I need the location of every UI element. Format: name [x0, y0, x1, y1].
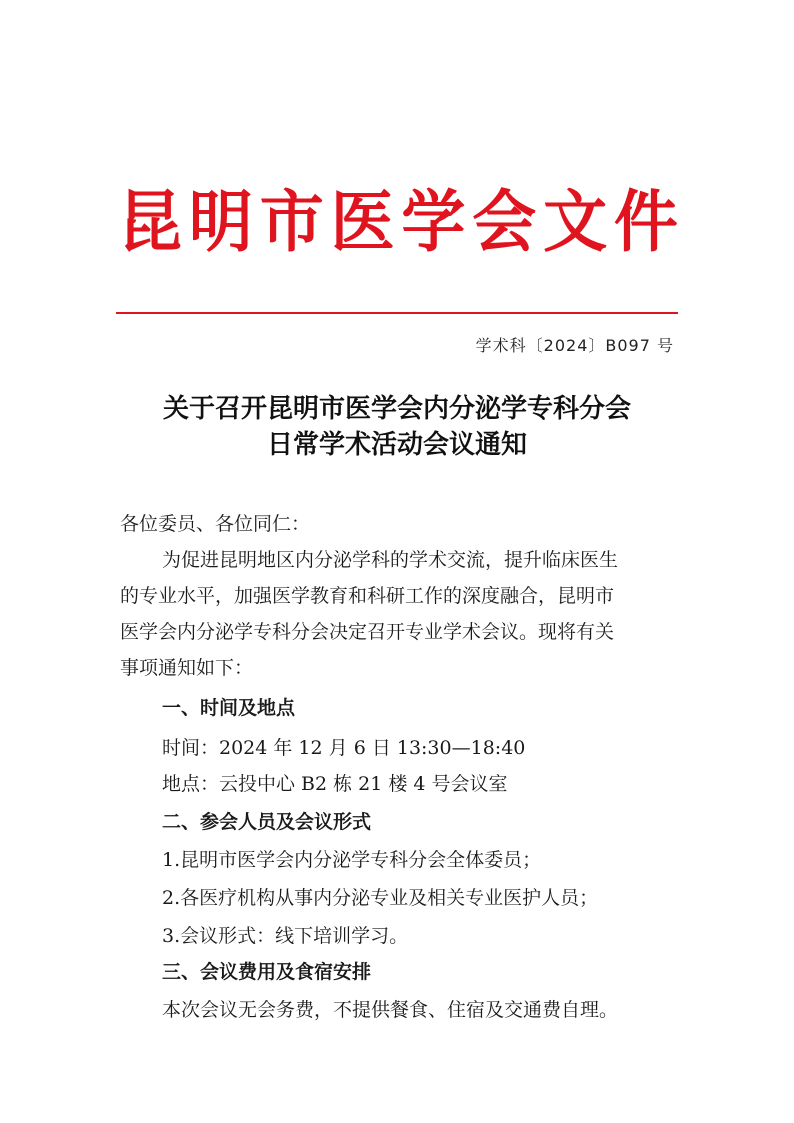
org-header-char: 昆 [118, 184, 182, 262]
intro-line: 事项通知如下： [120, 657, 254, 679]
attendee-item: 3.会议形式：线下培训学习。 [162, 925, 409, 947]
section-heading-fees: 三、会议费用及食宿安排 [162, 961, 372, 983]
attendee-item: 1.昆明市医学会内分泌学专科分会全体委员； [162, 849, 542, 871]
org-header-char: 文 [543, 184, 608, 262]
org-header-char: 医 [330, 184, 395, 262]
org-header-char: 市 [259, 184, 324, 262]
org-header-char: 会 [472, 184, 537, 262]
org-header-char: 件 [613, 184, 678, 262]
intro-line: 的专业水平，加强医学教育和科研工作的深度融合，昆明市 [120, 585, 615, 607]
intro-line: 医学会内分泌学专科分会决定召开专业学术会议。现将有关 [120, 621, 615, 643]
section-heading-attendees: 二、参会人员及会议形式 [162, 811, 372, 833]
meeting-time: 时间：2024 年 12 月 6 日 13:30—18:40 [162, 737, 526, 759]
org-header [118, 178, 678, 268]
document-title-line-2: 日常学术活动会议通知 [266, 430, 527, 460]
salutation: 各位委员、各位同仁： [120, 513, 311, 535]
document-title-line-1: 关于召开昆明市医学会内分泌学专科分会 [162, 394, 631, 424]
red-divider [116, 312, 678, 314]
section-heading-time-place: 一、时间及地点 [162, 697, 296, 719]
intro-line: 为促进昆明地区内分泌学科的学术交流，提升临床医生 [162, 549, 619, 571]
attendee-item: 2.各医疗机构从事内分泌专业及相关专业医护人员； [162, 887, 599, 909]
org-header-char: 学 [401, 184, 466, 262]
meeting-place: 地点：云投中心 B2 栋 21 楼 4 号会议室 [162, 773, 508, 795]
fees-text: 本次会议无会务费，不提供餐食、住宿及交通费自理。 [162, 999, 619, 1021]
document-number: 学术科〔2024〕B097 号 [475, 336, 674, 355]
org-header-char: 明 [188, 184, 253, 262]
